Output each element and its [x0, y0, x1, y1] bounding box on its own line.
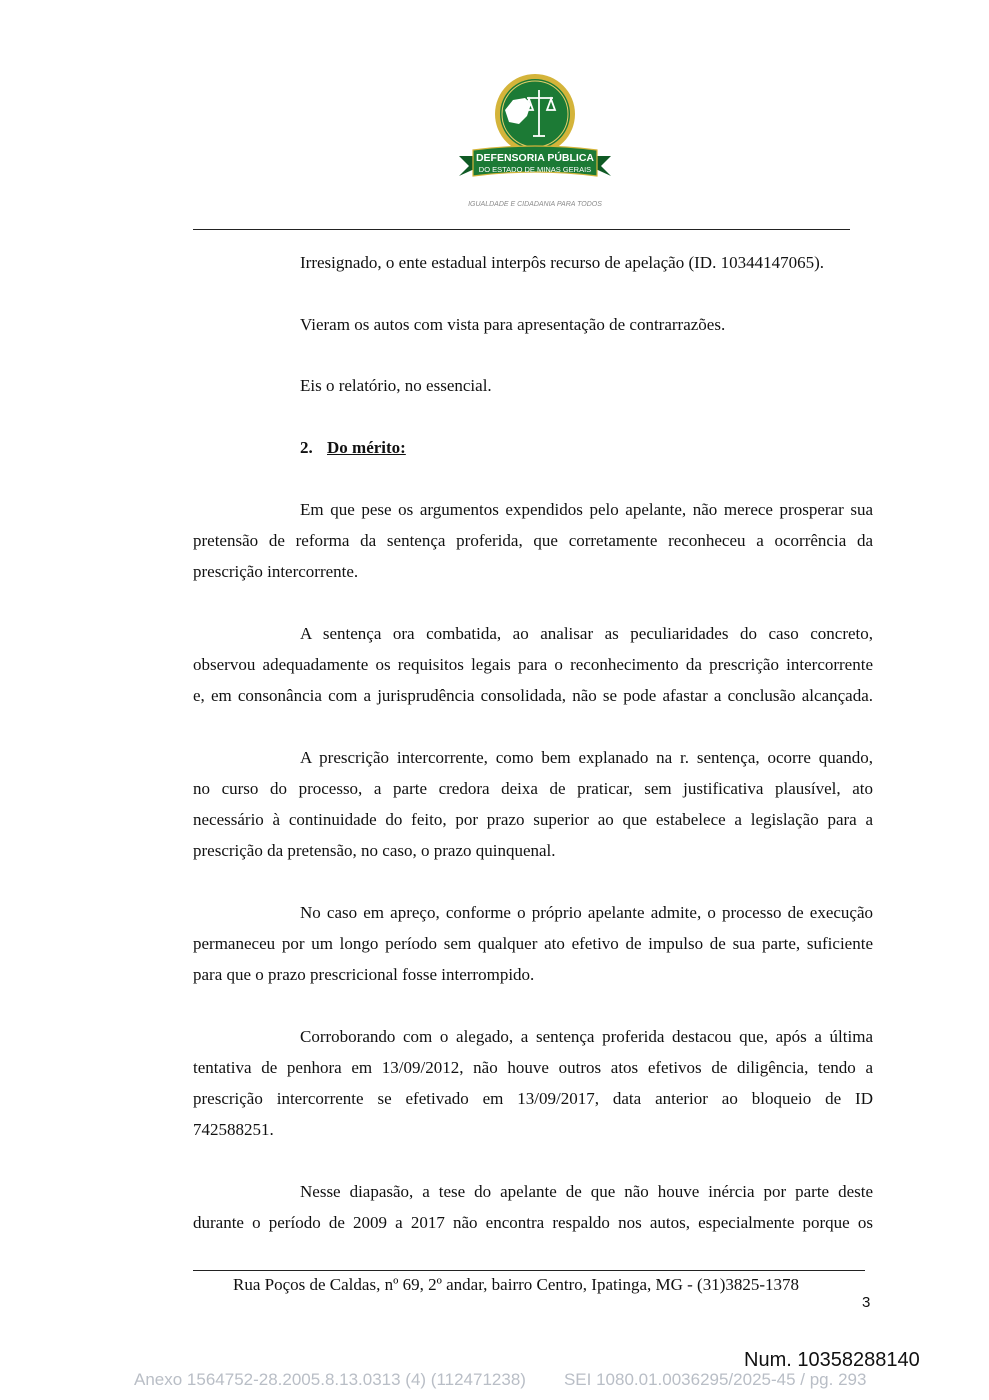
text-line: Nesse diapasão, a tese do apelante de que não houve inércia por parte deste: [300, 1182, 873, 1201]
section-number: 2.: [300, 438, 313, 457]
page-number: 3: [862, 1294, 871, 1311]
banner-line-2: DO ESTADO DE MINAS GERAIS: [478, 165, 592, 174]
text-line: prescrição da pretensão, no caso, o prazo quinquenal.: [193, 841, 556, 860]
paragraph-appeal: Irresignado, o ente estadual interpôs recurso de apelação (ID. 10344147065).: [300, 253, 824, 272]
text-line: prescrição intercorrente se efetivado em 13/09/2017, data anterior ao bloqueio de ID: [193, 1089, 873, 1108]
text-line: prescrição intercorrente.: [193, 562, 359, 581]
text-line: permaneceu por um longo período sem qualquer ato efetivo de impulso de sua parte, suficiente: [193, 934, 873, 953]
footer-address: Rua Poços de Caldas, nº 69, 2º andar, bairro Centro, Ipatinga, MG - (31)3825-1378: [233, 1275, 800, 1294]
text-line: 742588251.: [193, 1120, 274, 1139]
text-line: Corroborando com o alegado, a sentença proferida destacou que, após a última: [300, 1027, 873, 1046]
section-title: Do mérito:: [327, 438, 406, 457]
text-line: tentativa de penhora em 13/09/2012, não houve outros atos efetivos de diligência, tendo a: [193, 1058, 873, 1077]
annex-reference: Anexo 1564752-28.2005.8.13.0313 (4) (112471238): [134, 1370, 526, 1389]
section-heading: [300, 438, 406, 458]
text-line: Em que pese os argumentos expendidos pelo apelante, não merece prosperar sua: [300, 500, 873, 519]
text-line: pretensão de reforma da sentença proferida, que corretamente reconheceu a ocorrência da: [193, 531, 873, 550]
text-line: A sentença ora combatida, ao analisar as peculiaridades do caso concreto,: [300, 624, 873, 643]
sei-reference: SEI 1080.01.0036295/2025-45 / pg. 293: [563, 1370, 867, 1389]
banner-line-1: DEFENSORIA PÚBLICA: [475, 152, 595, 164]
text-line: no curso do processo, a parte credora deixa de praticar, sem justificativa plausível, ato: [193, 779, 873, 798]
text-line: A prescrição intercorrente, como bem explanado na r. sentença, ocorre quando,: [300, 748, 873, 767]
text-line: No caso em apreço, conforme o próprio apelante admite, o processo de execução: [300, 903, 873, 922]
logo-tagline: IGUALDADE E CIDADANIA PARA TODOS: [468, 201, 602, 208]
text-line: e, em consonância com a jurisprudência consolidada, não se pode afastar a conclusão alcançada.: [193, 686, 873, 705]
footer-divider: [193, 1270, 865, 1271]
paragraph-report: Eis o relatório, no essencial.: [300, 376, 492, 395]
paragraph-records: Vieram os autos com vista para apresentação de contrarrazões.: [300, 315, 726, 334]
text-line: necessário à continuidade do feito, por prazo superior ao que estabelece a legislação para a: [193, 810, 873, 829]
document-number: Num. 10358288140: [744, 1349, 920, 1371]
document-body: [193, 0, 873, 1260]
text-line: durante o período de 2009 a 2017 não encontra respaldo nos autos, especialmente porque os: [193, 1213, 873, 1232]
annex-stamp: [134, 1370, 904, 1390]
text-line: observou adequadamente os requisitos legais para o reconhecimento da prescrição intercorrente: [193, 655, 873, 674]
text-line: para que o prazo prescricional fosse interrompido.: [193, 965, 535, 984]
